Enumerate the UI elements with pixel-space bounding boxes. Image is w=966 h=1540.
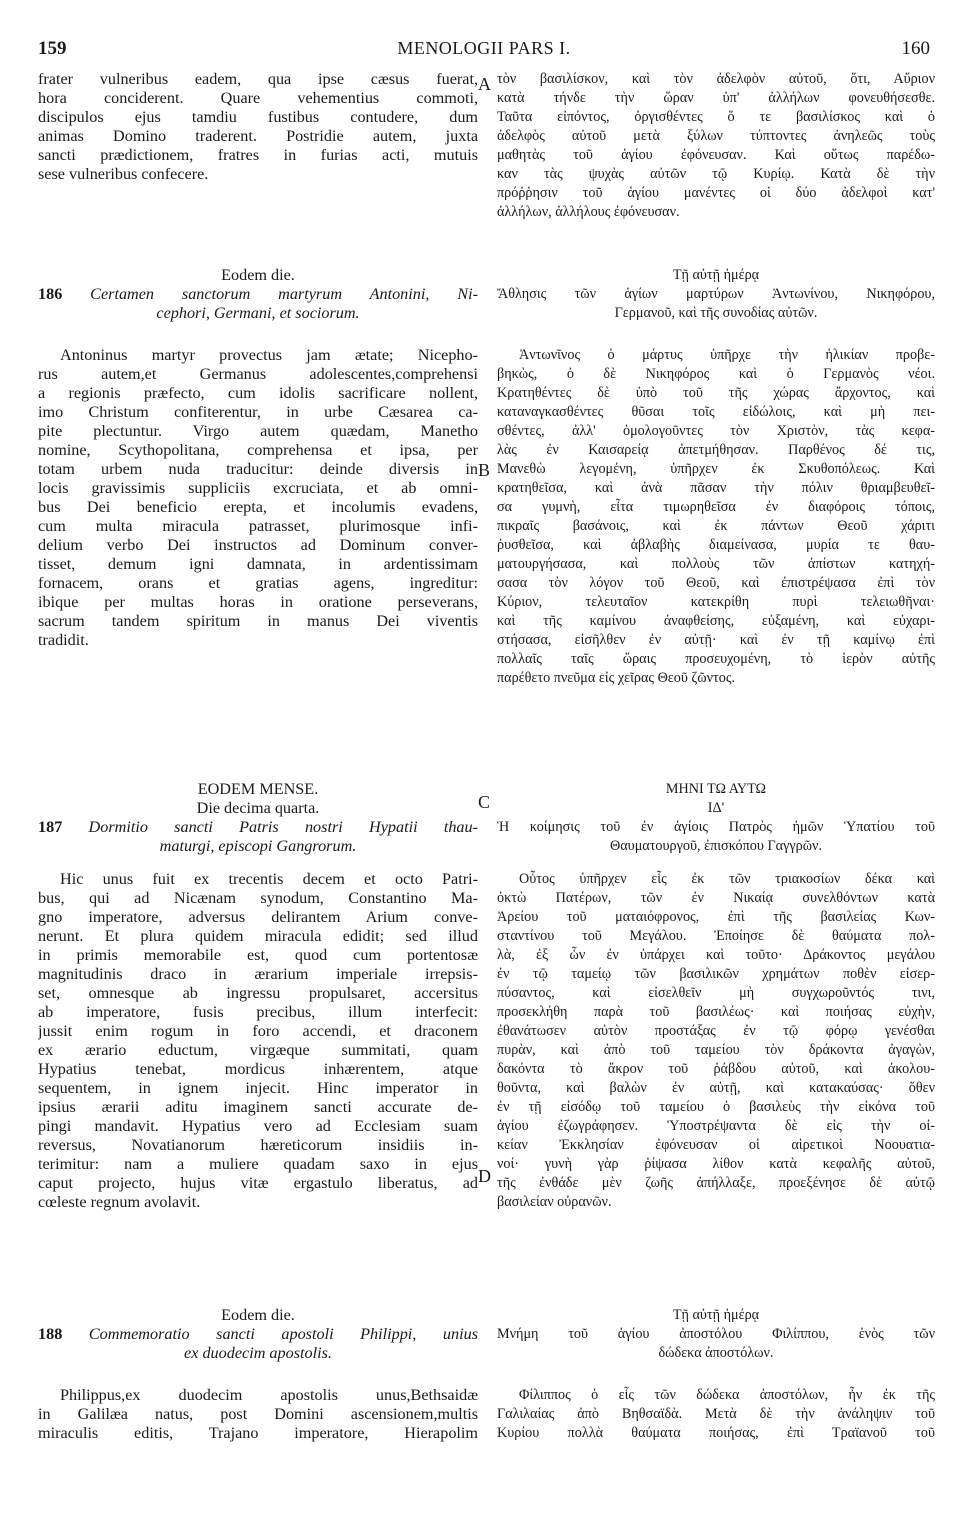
greek-paragraph-188: Φίλιππος ὁ εἷς τῶν δώδεκα ἀποστόλων, ἦν ἐκ τῆς Γαλιλαίας ἀπὸ Βηθσαϊδὰ. Μετὰ δὲ τὴν ἀνάληψιν τοῦ Κυρίου πολλὰ θαύματα ποιήσας, ἐπὶ Τραϊανοῦ τοῦ — [497, 1387, 935, 1441]
running-title: MENOLOGII PARS I. — [397, 38, 571, 58]
entry-title: 186 Certamen sanctorum martyrum Antonini, Ni- — [38, 285, 478, 303]
latin-paragraph-prev: frater vulneribus eadem, qua ipse cæsus fuerat, hora conciderent. Quare vehementius commoti, discipulos ejus tamdiu fustibus contudere, dum animas Domino traderent. Postridie autem, juxta sancti prædictionem, fratres in furias acti, mutuis sese vulneribus confecere. — [38, 70, 478, 183]
day-heading: Eodem die. — [221, 1306, 295, 1324]
day-heading: ΙΔ' — [707, 800, 725, 816]
greek-heading-187: ΜΗΝΙ ΤΩ ΑΥΤΩ ΙΔ' Ἡ κοίμησις τοῦ ἐν ἁγίοις Πατρὸς ἡμῶν Ὑπατίου τοῦ Θαυματουργοῦ, ἐπισκόπου Γαγγρῶν. — [497, 781, 935, 854]
day-heading: Die decima quarta. — [196, 799, 320, 817]
running-header — [38, 38, 930, 64]
margin-letter-a: A — [478, 74, 491, 94]
day-heading: Τῇ αὐτῇ ἡμέρᾳ — [672, 267, 760, 283]
latin-heading-187: EODEM MENSE. Die decima quarta. 187 Dormitio sancti Patris nostri Hypatii thau- maturgi, episcopi Gangrorum. — [38, 780, 478, 855]
greek-paragraph-prev: τὸν βασιλίσκον, καὶ τὸν ἀδελφὸν αὐτοῦ, ὅτι, Αὔριον κατὰ τήνδε τὴν ὥραν ὑπ' ἀλλήλων φονευθήσεσθε. Ταῦτα εἰπόντος, ὀργισθέντες ὅ τε βασιλίσκος καὶ ὁ ἀδελφὸς αὐτοῦ μετὰ ξύλων τύπτοντες ἀνηλεῶς τοὺς μαθητὰς τοῦ ἁγίου ἐφόνευσαν. Καὶ οὕτως παρέδω- καν τὰς ψυχὰς αὐτῶν τῷ Κυρίῳ. Κατὰ δὲ τὴν πρόῤῥησιν τοῦ ἁγίου μανέντες οἱ δύο ἀδελφοὶ κατ' ἀλλήλων, ἀλλήλους ἐφόνευσαν. — [497, 71, 935, 220]
greek-paragraph-186: Ἀντωνῖνος ὁ μάρτυς ὑπῆρχε τὴν ἡλικίαν προβε- βηκὼς, ὁ δὲ Νικηφόρος καὶ ὁ Γερμανὸς νέοι. Κρατηθέντες δὲ ὑπὸ τοῦ τῆς χώρας ἄρχοντος, καὶ καταναγκασθέντες θῦσαι τοῖς εἰδώλοις, καὶ μὴ πει- σθέντες, ἀλλ' ὁμολογοῦντες τὸν Χριστὸν, τὰς κεφα- λὰς ἐν Καισαρείᾳ ἀπετμήθησαν. Παρθένος δέ τις, Μανεθὼ λεγομένη, ὑπῆρχεν ἐκ Σκυθοπόλεως. Καὶ κρατηθεῖσα, καὶ ἀνὰ πᾶσαν τὴν πόλιν θριαμβευθεῖ- σα γυμνὴ, εἶτα τιμωρηθεῖσα ἐν διαφόροις τόποις, πικραῖς βασάνοις, καὶ ἐκ πάντων Θεοῦ χάριτι ῥυσθεῖσα, καὶ ἀβλαβὴς διαμείνασα, μυρία τε θαυ- ματουργήσασα, καὶ πολλοὺς τῶν ἀπίστων κατηχή- σασα τὸν λόγον τοῦ Θεοῦ, καὶ ἐπιστρέψασα ἐπὶ τὸν Κύριον, τελευταῖον κατεκρίθη πυρὶ τελειωθῆναι· καὶ τῆς καμίνου ἀναφθείσης, εὐξαμένη, καὶ εὐχαρι- στήσασα, εἰσῆλθεν ἐν αὐτῇ· καὶ ἐν τῇ καμίνῳ ἐπὶ πολλαῖς ταῖς ὥραις προσευχομένη, τὸ ἱερὸν αὐτῆς παρέθετο πνεῦμα εἰς χεῖρας Θεοῦ ζῶντος. — [497, 347, 935, 686]
page-number-right: 160 — [901, 38, 930, 59]
entry-title: Ἄθλησις τῶν ἁγίων μαρτύρων Ἀντωνίνου, Νικηφόρου, — [497, 286, 935, 302]
greek-heading-186: Τῇ αὐτῇ ἡμέρᾳ Ἄθλησις τῶν ἁγίων μαρτύρων Ἀντωνίνου, Νικηφόρου, Γερμανοῦ, καὶ τῆς συνοδίας αὐτῶν. — [497, 267, 935, 321]
latin-paragraph-186: Antoninus martyr provectus jam ætate; Nicepho- rus autem,et Germanus adolescentes,comprehensi a regionis præfecto, cum idolis sacrificare nollent, imo Christum confiterentur, in urbe Cæsarea ca- pite plectuntur. Virgo autem quædam, Manetho nomine, Scythopolitana, comprehensa et ipsa, per totam urbem nuda traducitur: deinde diversis in locis gravissimis suppliciis excruciata, et ab omni- bus Dei beneficio erepta, et incolumis evadens, cum multa miracula patrasset, plurimosque infi- delium verbo Dei instructos ad Dominum conver- tisset, demum igni damnata, in ardentissimam fornacem, orans et gratias agens, ingreditur: ibique per multas horas in oratione perseverans, sacrum tandem spiritum in manus Dei viventis tradidit. — [38, 346, 478, 649]
latin-heading-186: Eodem die. 186 Certamen sanctorum martyrum Antonini, Ni- cephori, Germani, et sociorum. — [38, 266, 478, 322]
margin-letter-b: B — [478, 460, 491, 480]
latin-heading-188: Eodem die. 188 Commemoratio sancti apostoli Philippi, unius ex duodecim apostolis. — [38, 1306, 478, 1362]
entry-title: Ἡ κοίμησις τοῦ ἐν ἁγίοις Πατρὸς ἡμῶν Ὑπατίου τοῦ — [497, 819, 935, 835]
entry-title: 187 Dormitio sancti Patris nostri Hypatii thau- — [38, 818, 478, 836]
greek-heading-188: Τῇ αὐτῇ ἡμέρᾳ Μνήμη τοῦ ἁγίου ἀποστόλου Φιλίππου, ἑνὸς τῶν δώδεκα ἀποστόλων. — [497, 1307, 935, 1361]
margin-letter-d: D — [478, 1166, 491, 1186]
entry-number: 186 — [38, 285, 63, 303]
month-heading: EODEM MENSE. — [197, 780, 319, 798]
latin-paragraph-187: Hic unus fuit ex trecentis decem et octo Patri- bus, qui ad Nicænam synodum, Constantino Ma- gno imperatore, adversus delirantem Arium conve- nerunt. Et plura quidem miracula edidit; sed illud in primis memorabile est, quod cum portentosæ magnitudinis draco in ærarium imperiale irrepsis- set, omnesque ab ingressu propulsaret, accersitus ab imperatore, fusis precibus, illum interfecit: jussit enim rogum in foro accendi, et draconem ex ærario eductum, virgæque summitati, quam Hypatius tenebat, mordicus inhærentem, atque sequentem, in ignem injecit. Hinc imperator in ipsius ærarii aditu imaginem sancti accurate de- pingi mandavit. Hypatius vero ad Ecclesiam suam reversus, Novatianorum hæreticorum insidiis in- terimitur: nam a muliere quadam saxo in ejus caput projecto, hujus vitæ ergastulo liberatus, ad cœleste regnum avolavit. — [38, 870, 478, 1211]
latin-paragraph-188: Philippus,ex duodecim apostolis unus,Bethsaidæ in Galilæa natus, post Domini ascensionem,multis miraculis editis, Trajano imperatore, Hierapolim — [38, 1386, 478, 1442]
entry-number: 188 — [38, 1325, 63, 1343]
greek-paragraph-187: Οὗτος ὑπῆρχεν εἷς ἐκ τῶν τριακοσίων δέκα καὶ ὀκτὼ Πατέρων, τῶν ἐν Νικαίᾳ συνελθόντων κατὰ Ἀρείου τοῦ ματαιόφρονος, ἐπὶ τῆς βασιλείας Κων- σταντίνου τοῦ Μεγάλου. Ἐποίησε δὲ θαύματα πολ- λὰ, ἐξ ὧν ἐν ὑπάρχει καὶ τοῦτο· Δράκοντος μεγάλου ἐν τῷ ταμείῳ τῶν βασιλικῶν χρημάτων ποθὲν εἰσερ- πύσαντος, καὶ εἰσελθεῖν μὴ συγχωροῦντός τινι, προσεκλήθη παρὰ τοῦ βασιλέως· καὶ ποιήσας εὐχὴν, ἐθανάτωσεν αὐτὸν προστάξας ἐν τῷ φόρῳ γενέσθαι πυρὰν, καὶ ἀπὸ τοῦ ταμείου τὸν δράκοντα ἀγαγὼν, δακόντα τὸ ἄκρον τοῦ ῥάβδου αὐτοῦ, καὶ ἀκολου- θοῦντα, καὶ βαλὼν ἐν αὐτῇ, καὶ κατακαύσας· ὅθεν ἐν τῇ εἰσόδῳ τοῦ ταμείου ὁ βασιλεὺς τὴν εἰκόνα τοῦ ἁγίου ἐζωγράφησεν. Ὑποστρέψαντα δὲ εἰς τὴν οἰ- κείαν Ἐκκλησίαν ἐφόνευσαν οἱ αἱρετικοὶ Νοουατια- νοί· γυνὴ γὰρ ῥίψασα λίθον κατὰ κεφαλῆς αὐτοῦ, τῆς ἐνθάδε μὲν ζωῆς ἀπήλλαξε, προεξένησε δὲ αὐτῷ βασιλείαν οὐρανῶν. — [497, 871, 935, 1210]
day-heading: Eodem die. — [221, 266, 295, 284]
month-heading: ΜΗΝΙ ΤΩ ΑΥΤΩ — [665, 781, 767, 797]
entry-number: 187 — [38, 818, 63, 836]
page-number-left: 159 — [38, 38, 67, 59]
entry-title: Μνήμη τοῦ ἁγίου ἀποστόλου Φιλίππου, ἑνὸς τῶν — [497, 1326, 935, 1342]
margin-letter-c: C — [478, 792, 491, 812]
entry-title: 188 Commemoratio sancti apostoli Philippi, unius — [38, 1325, 478, 1343]
day-heading: Τῇ αὐτῇ ἡμέρᾳ — [672, 1307, 760, 1323]
